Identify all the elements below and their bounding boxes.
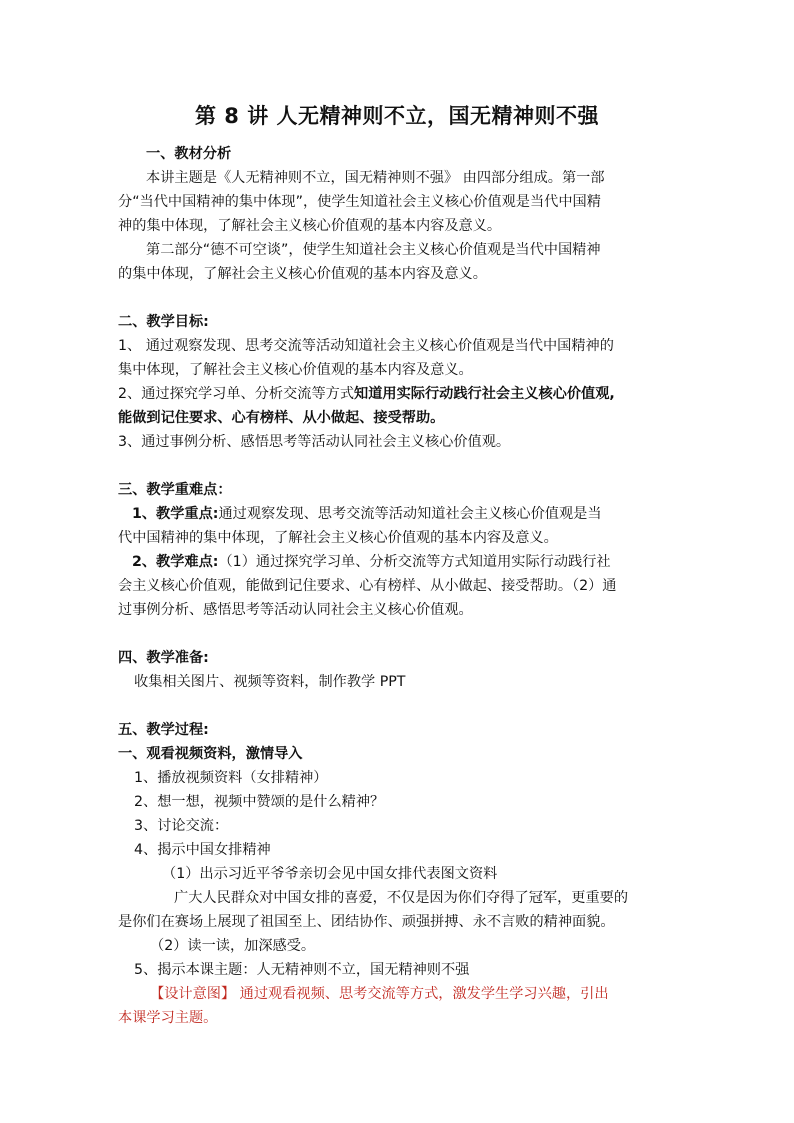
section-heading: 一、教材分析 (146, 146, 232, 162)
paragraph-line: 广大人民群众对中国女排的喜爱，不仅是因为你们夺得了冠军，更重要的 (174, 890, 629, 906)
design-intent-line: 本课学习主题。 (118, 1010, 218, 1026)
section-heading: 三、教学重难点： (118, 482, 232, 498)
paragraph-line: 的集中体现，了解社会主义核心价值观的基本内容及意义。 (118, 266, 487, 282)
paragraph-line: 收集相关图片、视频等资料，制作教学 PPT (134, 674, 406, 690)
paragraph-line: 代中国精神的集中体现，了解社会主义核心价值观的基本内容及意义。 (118, 530, 558, 546)
paragraph-line: 过事例分析、感悟思考等活动认同社会主义核心价值观。 (118, 602, 473, 618)
list-item: 1、播放视频资料（女排精神） (134, 770, 328, 786)
design-intent-line: 【设计意图】 通过观看视频、思考交流等方式，激发学生学习兴趣，引出 (150, 986, 609, 1002)
section-heading: 二、教学目标: (118, 314, 209, 330)
list-item: 5、揭示本课主题：人无精神则不立，国无精神则不强 (134, 962, 470, 978)
page-title: 第 8 讲 人无精神则不立，国无精神则不强 (194, 104, 600, 128)
paragraph-text: （1）通过探究学习单、分析交流等方式知道用实际行动践行社 (218, 554, 611, 570)
list-item: 集中体现，了解社会主义核心价值观的基本内容及意义。 (118, 362, 473, 378)
paragraph-line: 是你们在赛场上展现了祖国至上、团结协作、顽强拼搏、永不言败的精神面貌。 (118, 914, 615, 930)
paragraph-text: 通过观察发现、思考交流等活动知道社会主义核心价值观是当 (218, 506, 602, 522)
difficulty-label: 2、教学难点: (132, 554, 219, 570)
section-heading: 五、教学过程: (118, 722, 209, 738)
paragraph-line: 神的集中体现，了解社会主义核心价值观的基本内容及意义。 (118, 218, 502, 234)
list-item: 2、想一想，视频中赞颂的是什么精神？ (134, 794, 385, 810)
section-heading: 四、教学准备: (118, 650, 209, 666)
subsection-heading: 一、观看视频资料，激情导入 (118, 746, 303, 762)
list-item-text: 2、通过探究学习单、分析交流等方式 (118, 386, 355, 402)
paragraph-line (132, 550, 702, 574)
paragraph-line: 分“当代中国精神的集中体现”，使学生知道社会主义核心价值观是当代中国精 (118, 194, 601, 210)
list-item: 3、通过事例分析、感悟思考等活动认同社会主义核心价值观。 (118, 434, 511, 450)
list-item: （2）读一读，加深感受。 (150, 938, 316, 954)
paragraph-line: 本讲主题是《人无精神则不立，国无精神则不强》 由四部分组成。第一部 (146, 170, 605, 186)
list-item: 4、揭示中国女排精神 (134, 842, 271, 858)
paragraph-line: 会主义核心价值观，能做到记住要求、心有榜样、从小做起、接受帮助。（2）通 (118, 578, 617, 594)
list-item: 3、讨论交流： (134, 818, 229, 834)
list-item: 1、 通过观察发现、思考交流等活动知道社会主义核心价值观是当代中国精神的 (118, 338, 614, 354)
paragraph-line (132, 502, 702, 526)
list-item (118, 382, 688, 406)
list-item: 能做到记住要求、心有榜样、从小做起、接受帮助。 (118, 410, 445, 426)
paragraph-line: 第二部分“德不可空谈”，使学生知道社会主义核心价值观是当代中国精神 (146, 242, 601, 258)
list-item-bold-text: 知道用实际行动践行社会主义核心价值观, (354, 386, 615, 402)
list-item: （1）出示习近平爷爷亲切会见中国女排代表图文资料 (162, 866, 498, 882)
key-point-label: 1、教学重点: (132, 506, 219, 522)
